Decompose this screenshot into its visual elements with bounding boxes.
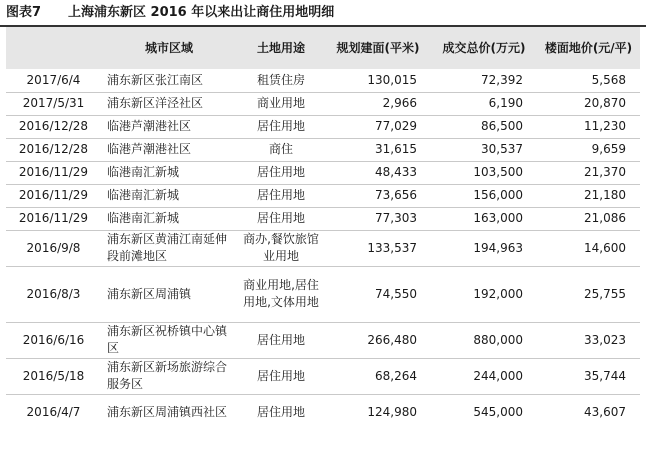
- cell-unit-price: 14,600: [584, 240, 626, 255]
- cell-date: 2016/11/29: [18, 165, 89, 179]
- cell-use: 居住用地: [256, 165, 305, 179]
- cell-use: 居住用地: [256, 332, 305, 347]
- cell-area: 77,029: [375, 119, 417, 133]
- cell-date: 2016/8/3: [26, 286, 81, 301]
- cell-date: 2016/9/8: [26, 240, 81, 255]
- table-row: [6, 394, 640, 431]
- land-sale-table: [6, 27, 640, 431]
- cell-area: 48,433: [375, 165, 417, 179]
- cell-price: 244,000: [473, 368, 523, 383]
- cell-district: 临港南汇新城: [107, 211, 180, 225]
- table-row: [6, 207, 640, 230]
- table-row: [6, 358, 640, 394]
- cell-area: 133,537: [367, 240, 417, 255]
- table-row: [6, 92, 640, 115]
- table-row: [6, 184, 640, 207]
- table-row: [6, 322, 640, 358]
- cell-unit-price: 5,568: [591, 72, 626, 87]
- cell-date: 2016/5/18: [22, 368, 85, 383]
- cell-date: 2017/6/4: [26, 72, 81, 87]
- cell-use: 居住用地: [256, 211, 305, 225]
- cell-use: 商办,餐饮旅馆业用地: [243, 232, 319, 263]
- header-price: 成交总价(万元): [442, 41, 526, 55]
- cell-area: 266,480: [367, 332, 417, 347]
- cell-district: 浦东新区张江南区: [107, 72, 204, 87]
- cell-price: 194,963: [473, 240, 523, 255]
- cell-area: 74,550: [375, 286, 417, 301]
- cell-district: 浦东新区黄浦江南延伸段前滩地区: [107, 232, 228, 263]
- cell-date: 2016/12/28: [18, 119, 89, 133]
- cell-date: 2017/5/31: [22, 96, 85, 110]
- cell-date: 2016/11/29: [18, 188, 89, 202]
- table-row: [6, 161, 640, 184]
- cell-area: 77,303: [375, 211, 417, 225]
- cell-price: 545,000: [473, 405, 523, 420]
- cell-unit-price: 9,659: [591, 142, 626, 156]
- table-row: [6, 69, 640, 92]
- cell-use: 商业用地: [256, 96, 305, 110]
- figure-title-text: 上海浦东新区 2016 年以来出让商住用地明细: [68, 5, 335, 20]
- table-row: [6, 230, 640, 266]
- cell-area: 124,980: [367, 405, 417, 420]
- cell-use: 居住用地: [256, 405, 305, 420]
- cell-price: 72,392: [481, 72, 523, 87]
- cell-price: 156,000: [473, 188, 523, 202]
- cell-area: 68,264: [375, 368, 417, 383]
- cell-date: 2016/4/7: [26, 405, 81, 420]
- cell-unit-price: 11,230: [584, 119, 626, 133]
- cell-price: 6,190: [488, 96, 523, 110]
- cell-use: 租赁住房: [256, 72, 305, 87]
- cell-district: 临港芦潮港社区: [107, 142, 192, 156]
- cell-unit-price: 43,607: [584, 405, 626, 420]
- header-date: [6, 27, 101, 69]
- cell-unit-price: 25,755: [584, 286, 626, 301]
- cell-unit-price: 21,370: [584, 165, 626, 179]
- cell-use: 商住: [268, 142, 293, 156]
- cell-price: 163,000: [473, 211, 523, 225]
- cell-district: 浦东新区周浦镇: [107, 286, 192, 301]
- cell-price: 103,500: [473, 165, 523, 179]
- cell-date: 2016/11/29: [18, 211, 89, 225]
- table-row: [6, 115, 640, 138]
- cell-area: 130,015: [367, 72, 417, 87]
- cell-price: 86,500: [481, 119, 523, 133]
- figure-title: [6, 4, 334, 22]
- cell-use: 商业用地,居住用地,文体用地: [243, 278, 319, 309]
- cell-district: 临港芦潮港社区: [107, 119, 192, 133]
- cell-district: 浦东新区祝桥镇中心镇区: [107, 324, 228, 355]
- header-use: 土地用途: [256, 41, 305, 55]
- figure-label: 图表7: [6, 5, 42, 20]
- cell-unit-price: 21,086: [584, 211, 626, 225]
- cell-district: 浦东新区新场旅游综合服务区: [107, 360, 228, 391]
- cell-district: 浦东新区周浦镇西社区: [107, 405, 228, 420]
- cell-unit-price: 21,180: [584, 188, 626, 202]
- header-area: 规划建面(平米): [336, 41, 420, 55]
- cell-price: 880,000: [473, 332, 523, 347]
- table-row: [6, 266, 640, 322]
- cell-use: 居住用地: [256, 119, 305, 133]
- cell-district: 临港南汇新城: [107, 188, 180, 202]
- header-district: 城市区域: [144, 41, 193, 55]
- cell-use: 居住用地: [256, 368, 305, 383]
- cell-price: 30,537: [481, 142, 523, 156]
- cell-use: 居住用地: [256, 188, 305, 202]
- cell-price: 192,000: [473, 286, 523, 301]
- header-unit-price: 楼面地价(元/平): [544, 41, 633, 55]
- cell-unit-price: 33,023: [584, 332, 626, 347]
- cell-unit-price: 35,744: [584, 368, 626, 383]
- cell-date: 2016/12/28: [18, 142, 89, 156]
- cell-unit-price: 20,870: [584, 96, 626, 110]
- cell-area: 31,615: [375, 142, 417, 156]
- cell-area: 2,966: [382, 96, 417, 110]
- cell-district: 临港南汇新城: [107, 165, 180, 179]
- cell-district: 浦东新区洋泾社区: [107, 96, 204, 110]
- cell-date: 2016/6/16: [22, 332, 85, 347]
- table-header-row: [6, 27, 640, 69]
- table-row: [6, 138, 640, 161]
- cell-area: 73,656: [375, 188, 417, 202]
